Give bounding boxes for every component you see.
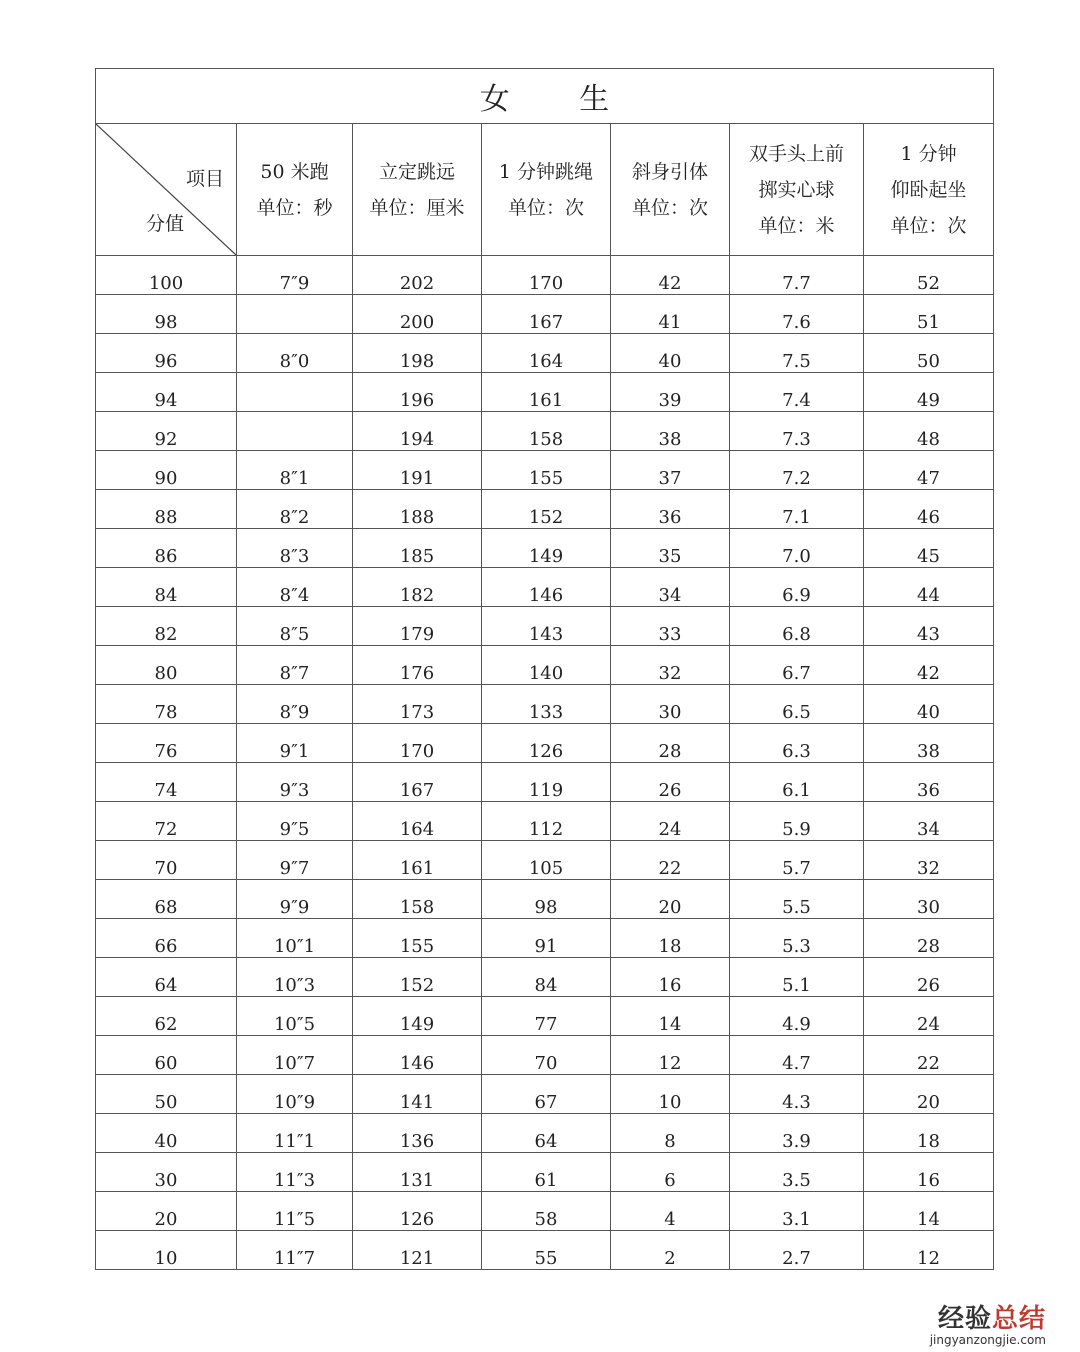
cell-pull-up: 26 — [611, 763, 730, 802]
column-header-standing-long-jump — [353, 124, 482, 256]
site-watermark — [886, 1298, 1046, 1347]
watermark-url: jingyanzongjie.com — [929, 1333, 1046, 1347]
column-header-name: 1 分钟 — [900, 142, 957, 165]
cell-run-50m: 11″7 — [237, 1231, 353, 1270]
table-row — [96, 1153, 994, 1192]
cell-score: 76 — [96, 724, 237, 763]
cell-score: 10 — [96, 1231, 237, 1270]
cell-long-jump: 131 — [353, 1153, 482, 1192]
cell-pull-up: 14 — [611, 997, 730, 1036]
cell-pull-up: 32 — [611, 646, 730, 685]
cell-sit-ups: 28 — [864, 919, 994, 958]
cell-sit-ups: 38 — [864, 724, 994, 763]
cell-run-50m: 8″0 — [237, 334, 353, 373]
cell-ball-throw: 7.4 — [730, 373, 864, 412]
cell-score: 70 — [96, 841, 237, 880]
cell-score: 78 — [96, 685, 237, 724]
cell-sit-ups: 36 — [864, 763, 994, 802]
table-row — [96, 490, 994, 529]
cell-run-50m: 8″2 — [237, 490, 353, 529]
cell-sit-ups: 18 — [864, 1114, 994, 1153]
cell-sit-ups: 14 — [864, 1192, 994, 1231]
cell-ball-throw: 6.7 — [730, 646, 864, 685]
cell-score: 92 — [96, 412, 237, 451]
column-header-unit: 单位：次 — [890, 214, 967, 237]
column-header-name: 斜身引体 — [631, 160, 708, 183]
cell-ball-throw: 5.1 — [730, 958, 864, 997]
cell-rope-skipping: 161 — [482, 373, 611, 412]
watermark-text-plain: 经验 — [937, 1304, 992, 1334]
cell-sit-ups: 24 — [864, 997, 994, 1036]
cell-run-50m: 10″1 — [237, 919, 353, 958]
table-row — [96, 919, 994, 958]
cell-score: 60 — [96, 1036, 237, 1075]
cell-run-50m: 11″3 — [237, 1153, 353, 1192]
cell-pull-up: 37 — [611, 451, 730, 490]
cell-ball-throw: 6.1 — [730, 763, 864, 802]
cell-sit-ups: 26 — [864, 958, 994, 997]
cell-ball-throw: 5.5 — [730, 880, 864, 919]
cell-run-50m: 8″7 — [237, 646, 353, 685]
column-header-unit: 单位：厘米 — [369, 196, 465, 219]
table-row — [96, 724, 994, 763]
cell-pull-up: 40 — [611, 334, 730, 373]
header-row — [96, 124, 994, 256]
cell-rope-skipping: 164 — [482, 334, 611, 373]
cell-score: 40 — [96, 1114, 237, 1153]
cell-ball-throw: 5.9 — [730, 802, 864, 841]
table-row — [96, 646, 994, 685]
cell-score: 98 — [96, 295, 237, 334]
cell-long-jump: 158 — [353, 880, 482, 919]
table-row — [96, 1075, 994, 1114]
cell-long-jump: 176 — [353, 646, 482, 685]
column-header-name: 1 分钟跳绳 — [498, 160, 594, 183]
cell-run-50m — [237, 295, 353, 334]
cell-score: 96 — [96, 334, 237, 373]
column-header-name: 50 米跑 — [260, 160, 329, 183]
column-header-name: 双手头上前 — [748, 142, 844, 165]
cell-ball-throw: 7.2 — [730, 451, 864, 490]
cell-ball-throw: 4.7 — [730, 1036, 864, 1075]
cell-ball-throw: 7.1 — [730, 490, 864, 529]
cell-ball-throw: 6.5 — [730, 685, 864, 724]
table-row — [96, 1114, 994, 1153]
cell-ball-throw: 7.0 — [730, 529, 864, 568]
cell-run-50m: 9″5 — [237, 802, 353, 841]
cell-score: 62 — [96, 997, 237, 1036]
cell-pull-up: 42 — [611, 256, 730, 295]
cell-long-jump: 161 — [353, 841, 482, 880]
cell-sit-ups: 34 — [864, 802, 994, 841]
table-row — [96, 1036, 994, 1075]
watermark-text-accent: 总结 — [991, 1304, 1046, 1334]
cell-long-jump: 202 — [353, 256, 482, 295]
cell-run-50m: 8″3 — [237, 529, 353, 568]
table-row — [96, 1231, 994, 1270]
cell-rope-skipping: 170 — [482, 256, 611, 295]
cell-ball-throw: 6.9 — [730, 568, 864, 607]
cell-long-jump: 185 — [353, 529, 482, 568]
cell-sit-ups: 47 — [864, 451, 994, 490]
cell-pull-up: 16 — [611, 958, 730, 997]
cell-pull-up: 8 — [611, 1114, 730, 1153]
cell-long-jump: 146 — [353, 1036, 482, 1075]
cell-sit-ups: 52 — [864, 256, 994, 295]
cell-ball-throw: 7.5 — [730, 334, 864, 373]
cell-run-50m: 8″5 — [237, 607, 353, 646]
cell-pull-up: 34 — [611, 568, 730, 607]
cell-long-jump: 170 — [353, 724, 482, 763]
cell-rope-skipping: 158 — [482, 412, 611, 451]
cell-ball-throw: 4.9 — [730, 997, 864, 1036]
cell-pull-up: 38 — [611, 412, 730, 451]
column-header-50m-run — [237, 124, 353, 256]
table-row — [96, 412, 994, 451]
cell-sit-ups: 48 — [864, 412, 994, 451]
table-row — [96, 529, 994, 568]
cell-rope-skipping: 105 — [482, 841, 611, 880]
cell-sit-ups: 40 — [864, 685, 994, 724]
column-header-unit: 单位：秒 — [256, 196, 333, 219]
cell-ball-throw: 2.7 — [730, 1231, 864, 1270]
cell-sit-ups: 22 — [864, 1036, 994, 1075]
cell-sit-ups: 44 — [864, 568, 994, 607]
cell-sit-ups: 50 — [864, 334, 994, 373]
cell-ball-throw: 3.1 — [730, 1192, 864, 1231]
cell-pull-up: 4 — [611, 1192, 730, 1231]
cell-score: 50 — [96, 1075, 237, 1114]
cell-score: 64 — [96, 958, 237, 997]
cell-ball-throw: 6.3 — [730, 724, 864, 763]
corner-label-score: 分值 — [146, 213, 185, 235]
cell-pull-up: 18 — [611, 919, 730, 958]
cell-run-50m — [237, 412, 353, 451]
cell-score: 80 — [96, 646, 237, 685]
cell-run-50m: 10″9 — [237, 1075, 353, 1114]
cell-rope-skipping: 143 — [482, 607, 611, 646]
cell-sit-ups: 43 — [864, 607, 994, 646]
cell-run-50m: 10″3 — [237, 958, 353, 997]
cell-ball-throw: 7.7 — [730, 256, 864, 295]
cell-score: 72 — [96, 802, 237, 841]
table-row — [96, 841, 994, 880]
cell-long-jump: 198 — [353, 334, 482, 373]
cell-rope-skipping: 133 — [482, 685, 611, 724]
cell-score: 90 — [96, 451, 237, 490]
cell-rope-skipping: 70 — [482, 1036, 611, 1075]
cell-sit-ups: 32 — [864, 841, 994, 880]
cell-score: 30 — [96, 1153, 237, 1192]
column-header-sit-ups — [864, 124, 994, 256]
cell-rope-skipping: 77 — [482, 997, 611, 1036]
cell-sit-ups: 46 — [864, 490, 994, 529]
table-row — [96, 958, 994, 997]
cell-rope-skipping: 146 — [482, 568, 611, 607]
cell-ball-throw: 4.3 — [730, 1075, 864, 1114]
table-row — [96, 373, 994, 412]
cell-ball-throw: 3.5 — [730, 1153, 864, 1192]
cell-rope-skipping: 61 — [482, 1153, 611, 1192]
table-row — [96, 763, 994, 802]
cell-ball-throw: 7.6 — [730, 295, 864, 334]
cell-pull-up: 33 — [611, 607, 730, 646]
cell-pull-up: 10 — [611, 1075, 730, 1114]
cell-rope-skipping: 112 — [482, 802, 611, 841]
cell-run-50m: 9″3 — [237, 763, 353, 802]
cell-rope-skipping: 58 — [482, 1192, 611, 1231]
cell-rope-skipping: 149 — [482, 529, 611, 568]
cell-rope-skipping: 167 — [482, 295, 611, 334]
table-row — [96, 334, 994, 373]
cell-rope-skipping: 140 — [482, 646, 611, 685]
score-standard-document — [95, 68, 993, 1270]
cell-score: 74 — [96, 763, 237, 802]
cell-long-jump: 188 — [353, 490, 482, 529]
table-row — [96, 607, 994, 646]
table-row — [96, 295, 994, 334]
cell-long-jump: 173 — [353, 685, 482, 724]
table-row — [96, 1192, 994, 1231]
cell-ball-throw: 6.8 — [730, 607, 864, 646]
watermark-logo — [886, 1298, 1046, 1335]
table-row — [96, 880, 994, 919]
column-header-name-cont: 掷实心球 — [758, 178, 835, 201]
cell-ball-throw: 7.3 — [730, 412, 864, 451]
cell-long-jump: 126 — [353, 1192, 482, 1231]
table-title: 女 生 — [96, 69, 994, 124]
cell-ball-throw: 3.9 — [730, 1114, 864, 1153]
cell-pull-up: 6 — [611, 1153, 730, 1192]
cell-long-jump: 164 — [353, 802, 482, 841]
table-row — [96, 451, 994, 490]
cell-pull-up: 22 — [611, 841, 730, 880]
cell-pull-up: 41 — [611, 295, 730, 334]
cell-run-50m: 10″5 — [237, 997, 353, 1036]
score-table — [95, 68, 994, 1270]
cell-sit-ups: 20 — [864, 1075, 994, 1114]
cell-score: 88 — [96, 490, 237, 529]
cell-run-50m: 9″9 — [237, 880, 353, 919]
cell-run-50m: 11″5 — [237, 1192, 353, 1231]
cell-score: 20 — [96, 1192, 237, 1231]
column-header-unit: 单位：次 — [631, 196, 708, 219]
cell-long-jump: 152 — [353, 958, 482, 997]
cell-sit-ups: 42 — [864, 646, 994, 685]
cell-pull-up: 24 — [611, 802, 730, 841]
cell-sit-ups: 30 — [864, 880, 994, 919]
cell-long-jump: 121 — [353, 1231, 482, 1270]
cell-ball-throw: 5.7 — [730, 841, 864, 880]
cell-sit-ups: 51 — [864, 295, 994, 334]
table-row — [96, 568, 994, 607]
cell-long-jump: 179 — [353, 607, 482, 646]
column-header-medicine-ball-throw — [730, 124, 864, 256]
score-table-body — [96, 256, 994, 1270]
cell-run-50m: 9″1 — [237, 724, 353, 763]
cell-score: 94 — [96, 373, 237, 412]
cell-long-jump: 167 — [353, 763, 482, 802]
cell-long-jump: 196 — [353, 373, 482, 412]
cell-pull-up: 35 — [611, 529, 730, 568]
corner-label-item: 项目 — [185, 168, 224, 190]
cell-score: 86 — [96, 529, 237, 568]
cell-run-50m: 8″9 — [237, 685, 353, 724]
cell-long-jump: 155 — [353, 919, 482, 958]
cell-long-jump: 191 — [353, 451, 482, 490]
cell-long-jump: 182 — [353, 568, 482, 607]
table-row — [96, 802, 994, 841]
cell-run-50m: 7″9 — [237, 256, 353, 295]
cell-score: 68 — [96, 880, 237, 919]
cell-pull-up: 36 — [611, 490, 730, 529]
cell-sit-ups: 49 — [864, 373, 994, 412]
cell-sit-ups: 16 — [864, 1153, 994, 1192]
cell-run-50m: 9″7 — [237, 841, 353, 880]
cell-rope-skipping: 91 — [482, 919, 611, 958]
cell-run-50m: 10″7 — [237, 1036, 353, 1075]
cell-long-jump: 194 — [353, 412, 482, 451]
cell-rope-skipping: 67 — [482, 1075, 611, 1114]
cell-ball-throw: 5.3 — [730, 919, 864, 958]
column-header-rope-skipping — [482, 124, 611, 256]
cell-rope-skipping: 64 — [482, 1114, 611, 1153]
column-header-name: 立定跳远 — [378, 160, 455, 183]
cell-rope-skipping: 84 — [482, 958, 611, 997]
column-header-unit: 单位：米 — [758, 214, 835, 237]
column-header-unit: 单位：次 — [507, 196, 584, 219]
cell-run-50m: 8″4 — [237, 568, 353, 607]
cell-long-jump: 136 — [353, 1114, 482, 1153]
cell-pull-up: 20 — [611, 880, 730, 919]
cell-pull-up: 28 — [611, 724, 730, 763]
cell-run-50m: 8″1 — [237, 451, 353, 490]
table-row — [96, 685, 994, 724]
cell-rope-skipping: 119 — [482, 763, 611, 802]
cell-score: 84 — [96, 568, 237, 607]
cell-sit-ups: 12 — [864, 1231, 994, 1270]
table-row — [96, 997, 994, 1036]
cell-pull-up: 30 — [611, 685, 730, 724]
cell-pull-up: 12 — [611, 1036, 730, 1075]
cell-rope-skipping: 152 — [482, 490, 611, 529]
cell-rope-skipping: 155 — [482, 451, 611, 490]
cell-pull-up: 2 — [611, 1231, 730, 1270]
cell-rope-skipping: 55 — [482, 1231, 611, 1270]
corner-header-cell — [96, 124, 237, 256]
cell-long-jump: 200 — [353, 295, 482, 334]
cell-rope-skipping: 98 — [482, 880, 611, 919]
table-row — [96, 256, 994, 295]
cell-sit-ups: 45 — [864, 529, 994, 568]
cell-long-jump: 141 — [353, 1075, 482, 1114]
cell-long-jump: 149 — [353, 997, 482, 1036]
cell-score: 66 — [96, 919, 237, 958]
cell-score: 100 — [96, 256, 237, 295]
cell-score: 82 — [96, 607, 237, 646]
cell-rope-skipping: 126 — [482, 724, 611, 763]
column-header-name-cont: 仰卧起坐 — [890, 178, 967, 201]
cell-run-50m — [237, 373, 353, 412]
column-header-inclined-pull-up — [611, 124, 730, 256]
cell-pull-up: 39 — [611, 373, 730, 412]
cell-run-50m: 11″1 — [237, 1114, 353, 1153]
